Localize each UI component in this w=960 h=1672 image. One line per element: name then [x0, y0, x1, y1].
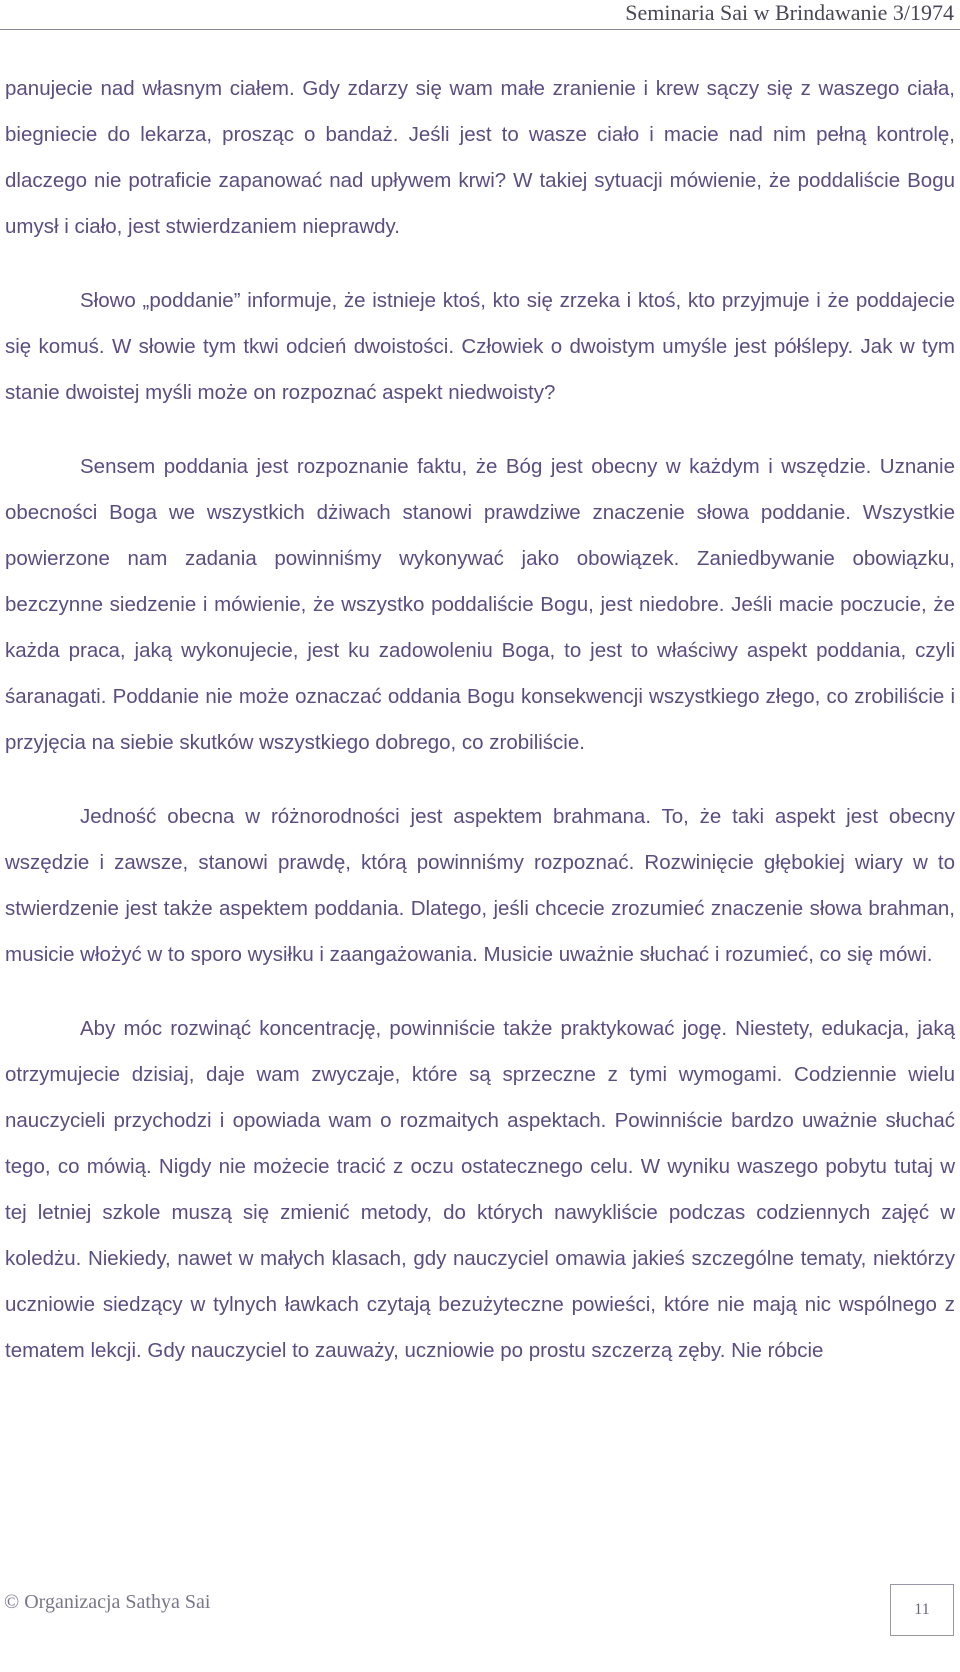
header-divider	[0, 29, 960, 30]
page-number: 11	[914, 1601, 930, 1618]
page-number-box	[890, 1584, 954, 1636]
paragraph-5: Aby móc rozwinąć koncentrację, powinniście także praktykować jogę. Niestety, edukacja, jaką otrzymujecie dzisiaj, daje wam zwyczaje, które są sprzeczne z tymi wymogami. Codziennie wielu nauczycieli przychodzi i opowiada wam o rozmaitych aspektach. Powinniście bardzo uważnie słuchać tego, co mówią. Nigdy nie możecie tracić z oczu ostatecznego celu. W wyniku waszego pobytu tutaj w tej letniej szkole muszą się zmienić metody, do których nawykliście podczas codziennych zajęć w koledżu. Niekiedy, nawet w małych klasach, gdy nauczyciel omawia jakieś szczególne tematy, niektórzy uczniowie siedzący w tylnych ławkach czytają bezużyteczne powieści, które nie mają nic wspólnego z tematem lekcji. Gdy nauczyciel to zauważy, uczniowie po prostu szczerzą zęby. Nie róbcie	[5, 1017, 955, 1362]
paragraph-3: Sensem poddania jest rozpoznanie faktu, że Bóg jest obecny w każdym i wszędzie. Uznanie obecności Boga we wszystkich dżiwach stanowi prawdziwe znaczenie słowa poddanie. Wszystkie powierzone nam zadania powinniśmy wykonywać jako obowiązek. Zaniedbywanie obowiązku, bezczynne siedzenie i mówienie, że wszystko poddaliście Bogu, jest niedobre. Jeśli macie poczucie, że każda praca, jaką wykonujecie, jest ku zadowoleniu Boga, to jest to właściwy aspekt poddania, czyli śaranagati. Poddanie nie może oznaczać oddania Bogu konsekwencji wszystkiego złego, co zrobiliście i przyjęcia na siebie skutków wszystkiego dobrego, co zrobiliście.	[5, 455, 955, 754]
running-header-title: Seminaria Sai w Brindawanie 3/1974	[625, 0, 954, 25]
body-text	[5, 66, 955, 1402]
paragraph-4: Jedność obecna w różnorodności jest aspektem brahmana. To, że taki aspekt jest obecny wszędzie i zawsze, stanowi prawdę, którą powinniśmy rozpoznać. Rozwinięcie głębokiej wiary w to stwierdzenie jest także aspektem poddania. Dlatego, jeśli chcecie zrozumieć znaczenie słowa brahman, musicie włożyć w to sporo wysiłku i zaangażowania. Musicie uważnie słuchać i rozumieć, co się mówi.	[5, 805, 955, 966]
paragraph-1: panujecie nad własnym ciałem. Gdy zdarzy się wam małe zranienie i krew sączy się z waszego ciała, biegniecie do lekarza, prosząc o bandaż. Jeśli jest to wasze ciało i macie nad nim pełną kontrolę, dlaczego nie potraficie zapanować nad upływem krwi? W takiej sytuacji mówienie, że poddaliście Bogu umysł i ciało, jest stwierdzaniem nieprawdy.	[5, 77, 955, 238]
paragraph-2: Słowo „poddanie” informuje, że istnieje ktoś, kto się zrzeka i ktoś, kto przyjmuje i że poddajecie się komuś. W słowie tym tkwi odcień dwoistości. Człowiek o dwoistym umyśle jest półślepy. Jak w tym stanie dwoistej myśli może on rozpoznać aspekt niedwoisty?	[5, 289, 955, 404]
footer-copyright: © Organizacja Sathya Sai	[4, 1591, 211, 1613]
